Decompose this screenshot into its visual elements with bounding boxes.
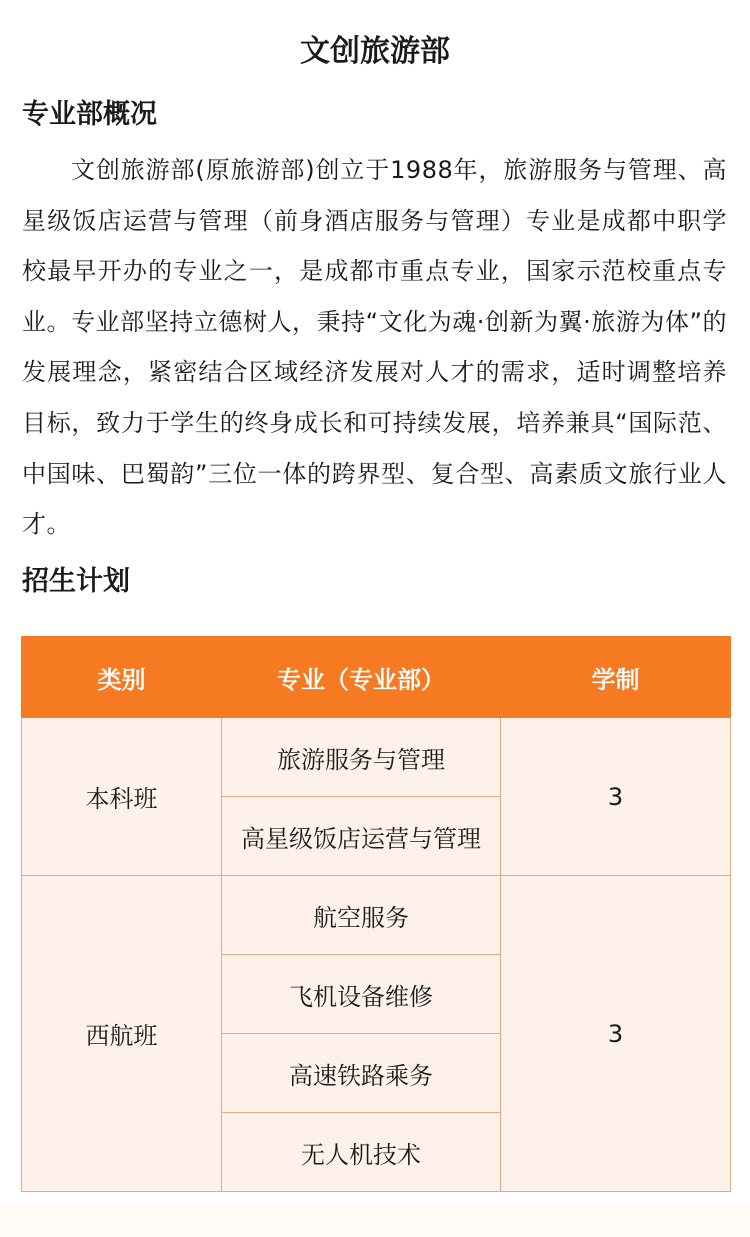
page-title: 文创旅游部: [300, 34, 450, 69]
major-cell: 旅游服务与管理: [222, 718, 501, 797]
header-major: 专业（专业部）: [222, 637, 501, 718]
overview-paragraph: 文创旅游部(原旅游部)创立于1988年，旅游服务与管理、高星级饭店运营与管理（前身酒店服务与管理）专业是成都中职学校最早开办的专业之一，是成都市重点专业，国家示范校重点专业。专业部坚持立德树人，秉持“文化为魂·创新为翼·旅游为体”的发展理念，紧密结合区域经济发展对人才的需求，适时调整培养目标，致力于学生的终身成长和可持续发展，培养兼具“国际范、中国味、巴蜀韵”三位一体的跨界型、复合型、高素质文旅行业人才。: [22, 156, 727, 539]
category-cell: 西航班: [22, 876, 222, 1192]
years-cell: 3: [501, 876, 731, 1192]
major-cell: 高速铁路乘务: [222, 1034, 501, 1113]
major-cell: 航空服务: [222, 876, 501, 955]
header-years: 学制: [501, 637, 731, 718]
major-cell: 无人机技术: [222, 1113, 501, 1192]
years-cell: 3: [501, 718, 731, 876]
plan-heading: 招生计划: [22, 566, 130, 597]
major-cell: 飞机设备维修: [222, 955, 501, 1034]
enrollment-plan-table: [21, 636, 731, 1192]
major-cell: 高星级饭店运营与管理: [222, 797, 501, 876]
table-row: [22, 718, 731, 797]
header-category: 类别: [22, 637, 222, 718]
overview-heading: 专业部概况: [22, 99, 157, 130]
table-row: [22, 876, 731, 955]
bottom-strip: [0, 1205, 750, 1237]
category-cell: 本科班: [22, 718, 222, 876]
table-header-row: [22, 637, 731, 718]
